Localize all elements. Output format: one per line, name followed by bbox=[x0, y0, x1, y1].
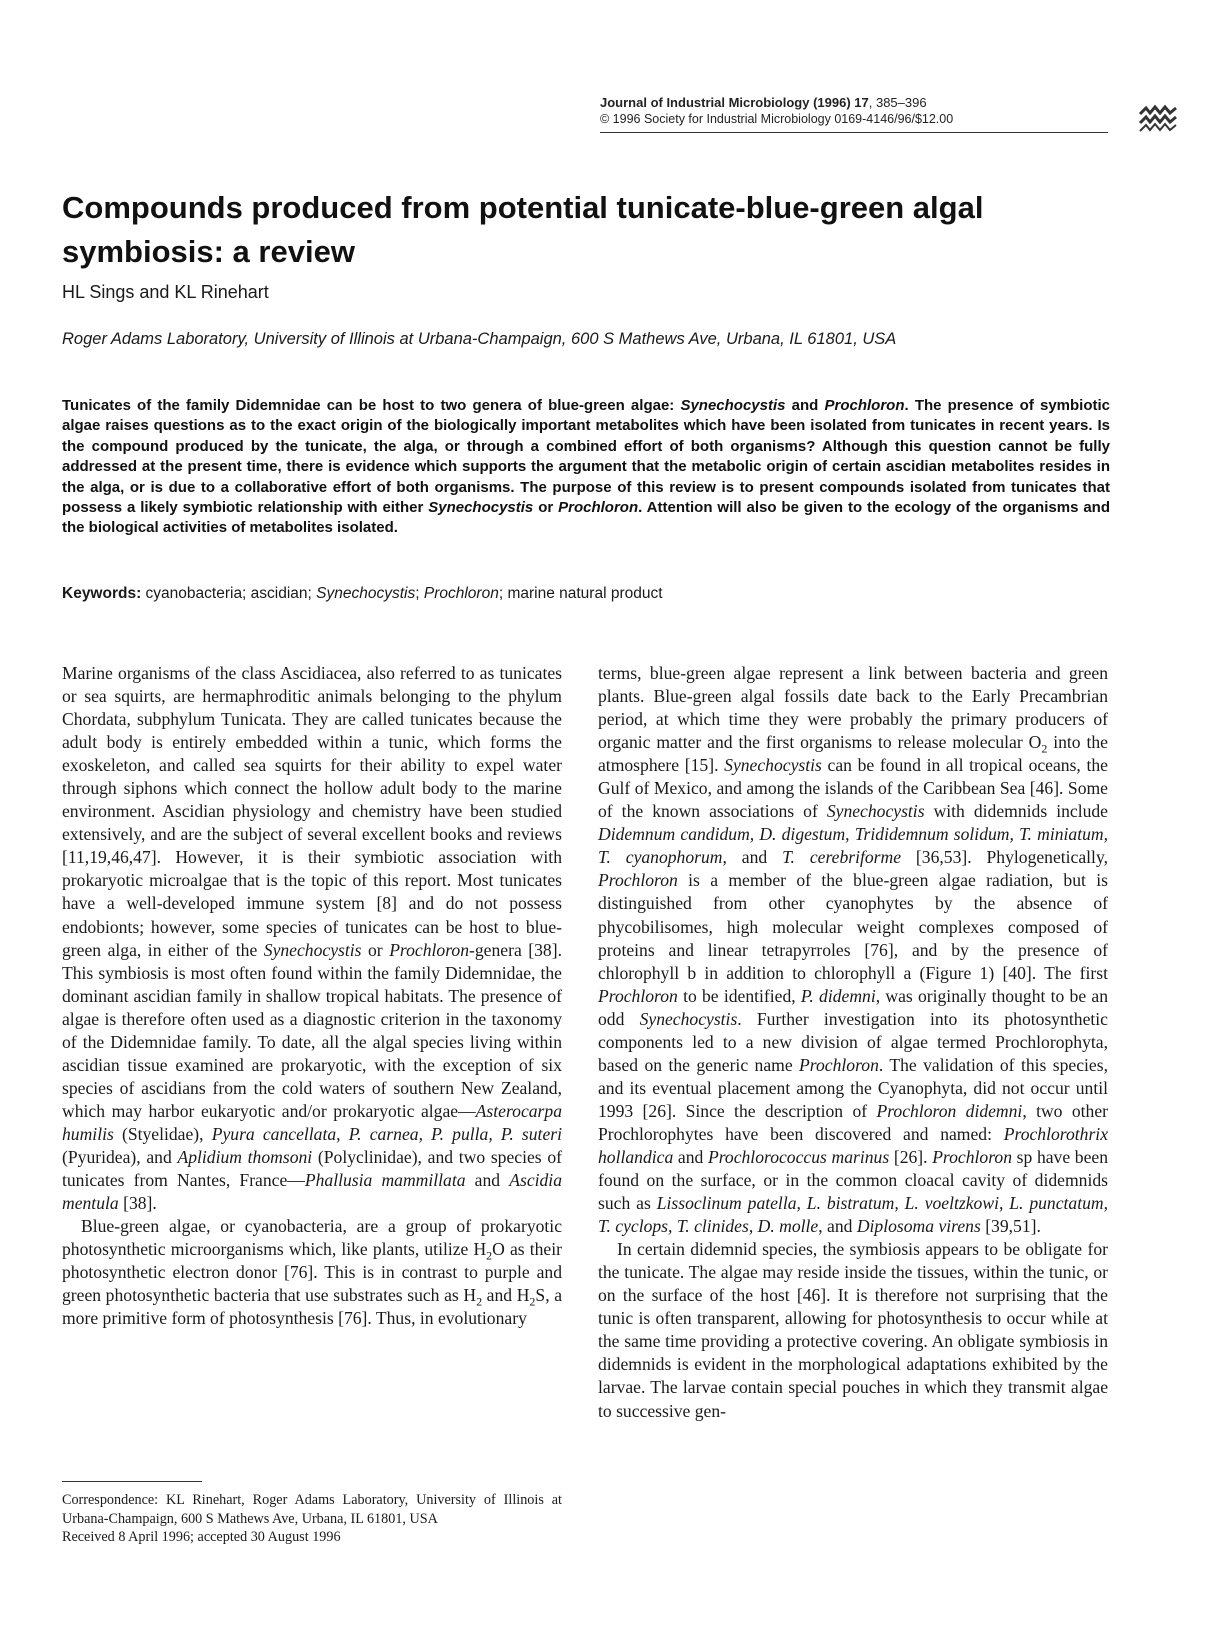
received-date: Received 8 April 1996; accepted 30 August 1996 bbox=[62, 1529, 341, 1545]
affiliation: Roger Adams Laboratory, University of Illinois at Urbana-Champaign, 600 S Mathews Ave, Urbana, IL 61801, USA bbox=[62, 330, 897, 348]
footnote bbox=[62, 1491, 562, 1547]
body-column-right bbox=[598, 662, 1108, 1423]
body-column-left bbox=[62, 662, 562, 1330]
paragraph: Blue-green algae, or cyanobacteria, are a group of prokaryotic photosynthetic microorganisms which, like plants, utilize $H_2O$ as their photosynthetic electron donor [76]. This is in contrast to purple and green photosynthetic bacteria that use substrates such as $H_2$ and $H_2S$, a more primitive form of photosynthesis [76]. Thus, in evolutionary bbox=[62, 1216, 563, 1329]
journal-citation bbox=[600, 94, 953, 111]
keywords-label: Keywords: bbox=[62, 585, 142, 602]
journal-pages: , 385–396 bbox=[868, 95, 927, 110]
abstract: Tunicates of the family Didemnidae can be host to two genera of blue-green algae: Synechocystis and Prochloron. The presence of symbiotic algae raises questions as to the exact origin of the biologically important metabolites which have been isolated from tunicates in recent years. Is the compound produced by the tunicate, the alga, or through a combined effort of both organisms? Although this question cannot be fully addressed at the present time, there is evidence which supports the argument that the metabolic origin of certain ascidian metabolites resides in the alga, or is due to a collaborative effort of both organisms. The purpose of this review is to present compounds isolated from tunicates that possess a likely symbiotic relationship with either Synechocystis or Prochloron. Attention will also be given to the ecology of the organisms and the biological activities of metabolites isolated. bbox=[62, 397, 1110, 537]
journal-volume: 17 bbox=[854, 95, 869, 110]
header-divider bbox=[600, 132, 1108, 133]
footnote-divider bbox=[62, 1481, 202, 1482]
paragraph: In certain didemnid species, the symbiosis appears to be obligate for the tunicate. The algae may reside inside the tissues, within the tunic, or on the surface of the host [46]. It is therefore not surprising that the tunic is often transparent, allowing for photosynthesis to occur while at the same time providing a protective covering. An obligate symbiosis in didemnids is evident in the morphological adaptations exhibited by the larvae. The larvae contain special pouches in which they transmit algae to successive gen- bbox=[598, 1239, 1108, 1421]
journal-name: Journal of Industrial Microbiology (1996) bbox=[600, 95, 851, 110]
journal-header bbox=[600, 94, 953, 128]
copyright-line: © 1996 Society for Industrial Microbiology 0169-4146/96/$12.00 bbox=[600, 112, 954, 126]
keywords: Keywords: cyanobacteria; ascidian; Synechocystis; Prochloron; marine natural product bbox=[62, 585, 663, 602]
article-title: Compounds produced from potential tunicate-blue-green algal symbiosis: a review bbox=[62, 190, 984, 269]
paragraph: Marine organisms of the class Ascidiacea, also referred to as tunicates or sea squirts, are hermaphroditic animals belonging to the phylum Chordata, subphylum Tunicata. They are called tunicates because the adult body is entirely embedded within a tunic, which forms the exoskeleton, and called sea squirts for their ability to expel water through siphons which connect the hollow adult body to the marine environment. Ascidian physiology and chemistry have been studied extensively, and are the subject of several excellent books and reviews [11,19,46,47]. However, it is their symbiotic association with prokaryotic microalgae that is the topic of this report. Most tunicates have a well-developed immune system [8] and do not possess endobionts; however, some species of tunicates can be host to blue-green alga, in either of the Synechocystis or Prochloron-genera [38]. This symbiosis is most often found within the family Didemnidae, the dominant ascidian family in shallow tropical habitats. The presence of algae is therefore often used as a diagnostic criterion in the taxonomy of the Didemnidae family. To date, all the algal species living within ascidian tissue examined are prokaryotic, with the exception of six species of ascidians from the cold waters of southern New Zealand, which may harbor eukaryotic and/or prokaryotic algae—Asterocarpa humilis (Styelidae), Pyura cancellata, P. carnea, P. pulla, P. suteri (Pyuridea), and Aplidium thomsoni (Polyclinidae), and two species of tunicates from Nantes, France—Phallusia mammillata and Ascidia mentula [38]. bbox=[62, 663, 562, 1214]
correspondence: Correspondence: KL Rinehart, Roger Adams Laboratory, University of Illinois at Urbana-Champaign, 600 S Mathews Ave, Urbana, IL 61801, USA bbox=[62, 1492, 562, 1527]
authors: HL Sings and KL Rinehart bbox=[62, 282, 269, 302]
publisher-logo-icon bbox=[1138, 104, 1178, 132]
paragraph: terms, blue-green algae represent a link between bacteria and green plants. Blue-green algal fossils date back to the Early Precambrian period, at which time they were probably the primary producers of organic matter and the first organisms to release molecular $O_2$ into the atmosphere [15]. Synechocystis can be found in all tropical oceans, the Gulf of Mexico, and among the islands of the Caribbean Sea [46]. Some of the known associations of Synechocystis with didemnids include Didemnum candidum, D. digestum, Trididemnum solidum, T. miniatum, T. cyanophorum, and T. cerebriforme [36,53]. Phylogenetically, Prochloron is a member of the blue-green algae radiation, but is distinguished from other cyanophytes by the absence of phycobilisomes, high molecular weight complexes composed of proteins and linear tetrapyrroles [76], and by the presence of chlorophyll b in addition to chlorophyll a (Figure 1) [40]. The first Prochloron to be identified, P. didemni, was originally thought to be an odd Synechocystis. Further investigation into its photosynthetic components led to a new division of algae termed Prochlorophyta, based on the generic name Prochloron. The validation of this species, and its eventual placement among the Cyanophyta, did not occur until 1993 [26]. Since the description of Prochloron didemni, two other Prochlorophytes have been discovered and named: Prochlorothrix hollandica and Prochlorococcus marinus [26]. Prochloron sp have been found on the surface, or in the common cloacal cavity of didemnids such as Lissoclinum patella, L. bistratum, L. voeltzkowi, L. punctatum, T. cyclops, T. clinides, D. molle, and Diplosoma virens [39,51]. bbox=[598, 663, 1109, 1237]
